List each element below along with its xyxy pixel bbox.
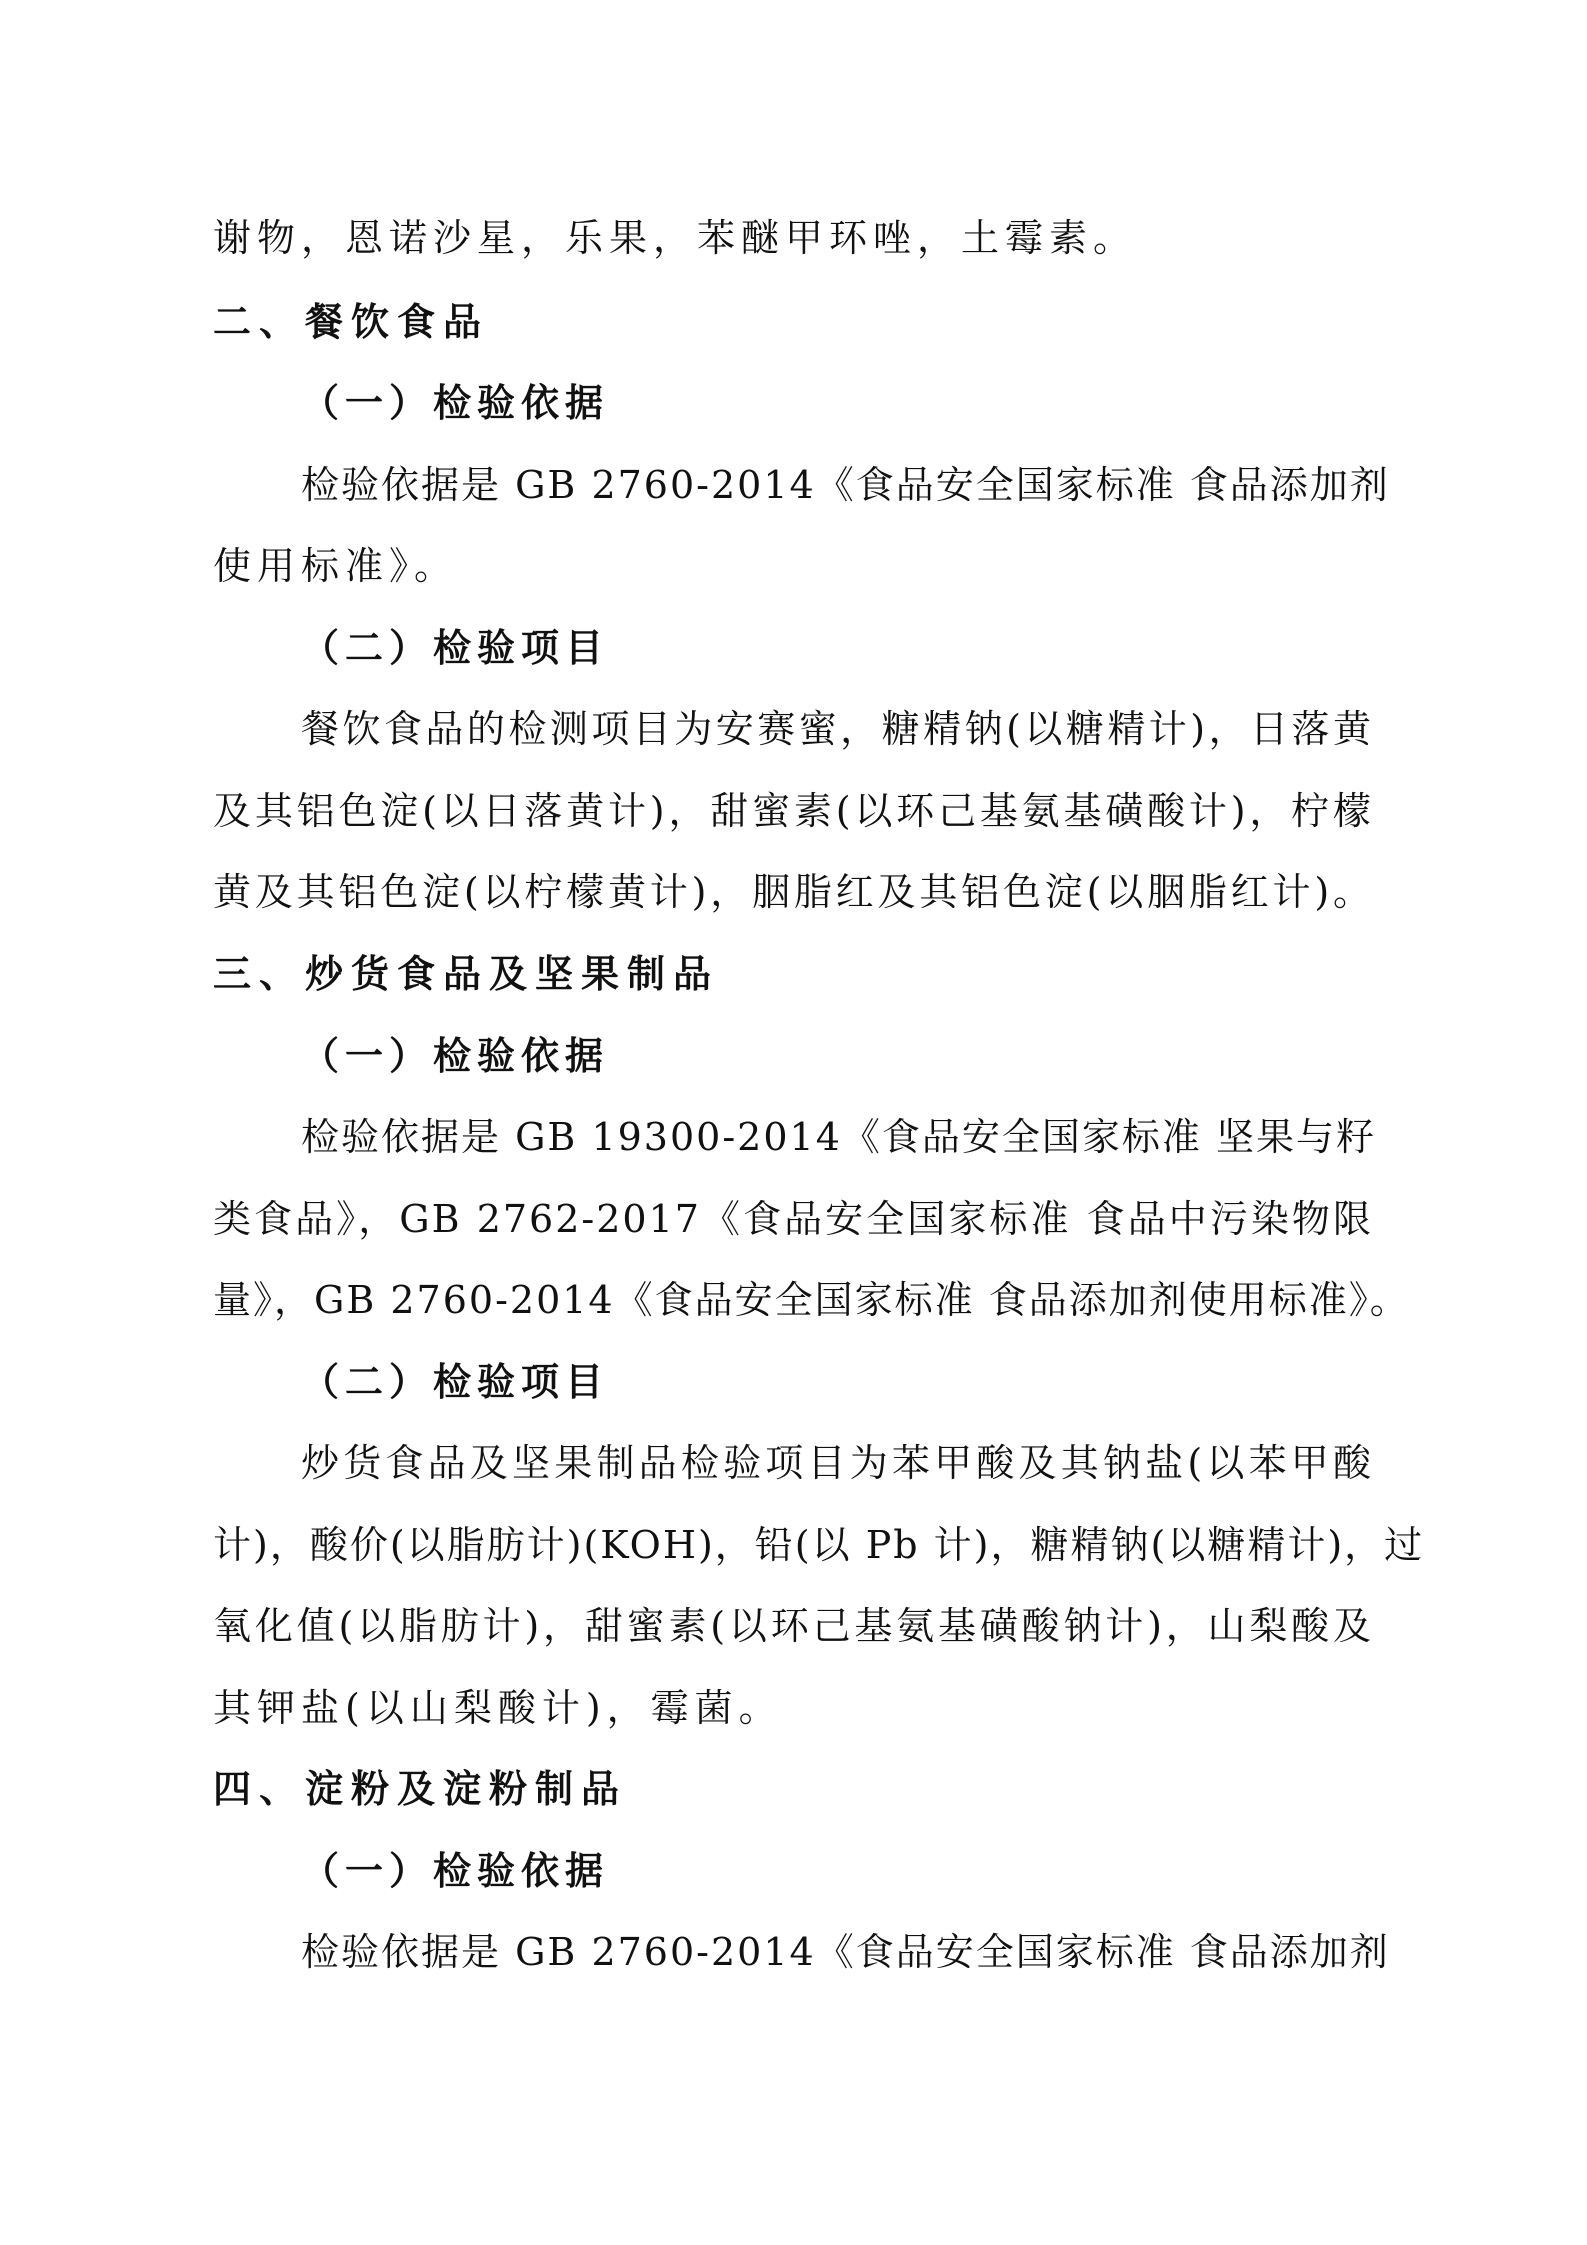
section-heading-starch-products: 四、淀粉及淀粉制品 <box>213 1766 628 1811</box>
paragraph-continuation: 谢物，恩诺沙星，乐果，苯醚甲环唑，土霉素。 <box>213 216 1138 260</box>
section-heading-catering-food: 二、餐饮食品 <box>213 299 490 344</box>
paragraph-line: 黄及其铝色淀(以柠檬黄计)，胭脂红及其铝色淀(以胭脂红计)。 <box>213 870 1373 914</box>
section-heading-roasted-nuts: 三、炒货食品及坚果制品 <box>213 951 720 996</box>
paragraph-line: 使用标准》。 <box>213 544 459 588</box>
paragraph-line: 其钾盐(以山梨酸计)，霉菌。 <box>213 1686 783 1730</box>
paragraph-line: 检验依据是 GB 19300-2014《食品安全国家标准 坚果与籽 <box>301 1115 1376 1159</box>
paragraph-line: 餐饮食品的检测项目为安赛蜜，糖精钠(以糖精计)，日落黄 <box>301 707 1373 751</box>
subheading-inspection-basis: （一）检验依据 <box>301 1033 610 1078</box>
paragraph-line: 检验依据是 GB 2760-2014《食品安全国家标准 食品添加剂 <box>301 463 1390 507</box>
subheading-inspection-basis: （一）检验依据 <box>301 1848 610 1893</box>
paragraph-line: 氧化值(以脂肪计)，甜蜜素(以环己基氨基磺酸钠计)，山梨酸及 <box>213 1604 1373 1648</box>
subheading-inspection-items: （二）检验项目 <box>301 1359 610 1404</box>
paragraph-line: 量》，GB 2760-2014《食品安全国家标准 食品添加剂使用标准》。 <box>213 1278 1410 1322</box>
subheading-inspection-basis: （一）检验依据 <box>301 380 610 425</box>
paragraph-line: 及其铝色淀(以日落黄计)，甜蜜素(以环己基氨基磺酸计)，柠檬 <box>213 789 1373 833</box>
paragraph-line: 炒货食品及坚果制品检验项目为苯甲酸及其钠盐(以苯甲酸 <box>301 1441 1373 1485</box>
paragraph-line: 类食品》，GB 2762-2017《食品安全国家标准 食品中污染物限 <box>213 1197 1373 1241</box>
paragraph-line: 检验依据是 GB 2760-2014《食品安全国家标准 食品添加剂 <box>301 1930 1390 1974</box>
paragraph-line: 计)，酸价(以脂肪计)(KOH)，铅(以 Pb 计)，糖精钠(以糖精计)，过 <box>213 1523 1425 1567</box>
subheading-inspection-items: （二）检验项目 <box>301 625 610 670</box>
